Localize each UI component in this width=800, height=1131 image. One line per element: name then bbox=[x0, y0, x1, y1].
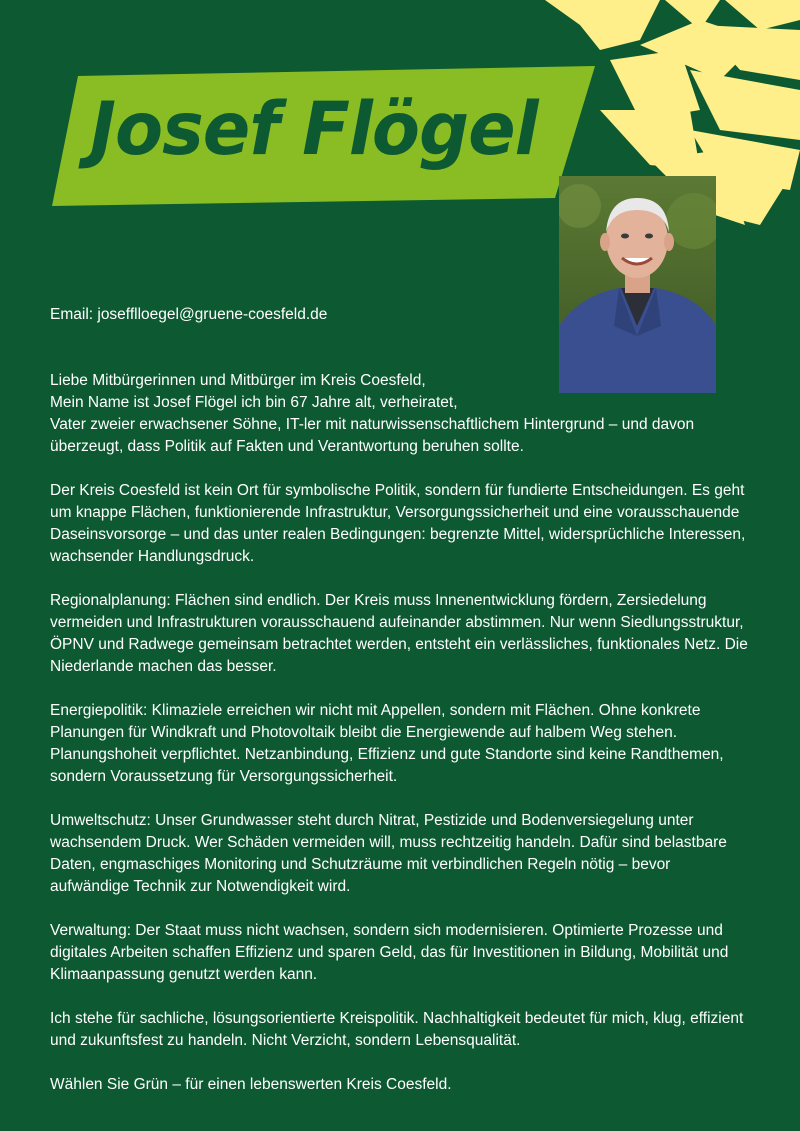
intro-block bbox=[50, 370, 750, 1118]
paragraph-umweltschutz: Umweltschutz: Unser Grundwasser steht durch Nitrat, Pestizide und Bodenversiegelung unter wachsendem Druck. Wer Schäden vermeiden will, muss rechtzeitig handeln. Dafür sind belastbare Daten, engmaschiges Monitoring und Schutzräume mit verbindlichen Regeln nötig – bevor aufwändige Technik zur Notwendigkeit wird. bbox=[50, 812, 727, 895]
candidate-name: Josef Flögel bbox=[90, 85, 538, 173]
intro-line: Vater zweier erwachsener Söhne, IT-ler mit naturwissenschaftlichem Hintergrund – und davon bbox=[50, 416, 695, 433]
body-paragraphs bbox=[50, 480, 750, 1096]
paragraph-energiepolitik: Energiepolitik: Klimaziele erreichen wir nicht mit Appellen, sondern mit Flächen. Ohne konkrete Planungen für Windkraft und Photovoltaik bleibt die Energiewende auf halbem Weg stehen. Planungshoheit verpflichtet. Netzanbindung, Effizienz und gute Standorte sind keine Randthemen, sondern Voraussetzung für Versorgungssicherheit. bbox=[50, 702, 724, 785]
intro-line: Mein Name ist Josef Flögel ich bin 67 Jahre alt, verheiratet, bbox=[50, 394, 458, 411]
paragraph-haltung: Ich stehe für sachliche, lösungsorientierte Kreispolitik. Nachhaltigkeit bedeutet für mich, klug, effizient und zukunftsfest zu handeln. Nicht Verzicht, sondern Lebensqualität. bbox=[50, 1010, 744, 1049]
paragraph-kreis: Der Kreis Coesfeld ist kein Ort für symbolische Politik, sondern für fundierte Entscheidungen. Es geht um knappe Flächen, funktionierende Infrastruktur, Versorgungssicherheit und eine vorausschauende Daseinsvorsorge – und das unter realen Bedingungen: begrenzte Mittel, widersprüchliche Interessen, wachsender Handlungsdruck. bbox=[50, 482, 746, 565]
email-line[interactable]: Email: josefflloegel@gruene-coesfeld.de bbox=[50, 306, 328, 323]
portrait-photo bbox=[559, 176, 716, 393]
greeting-line: Liebe Mitbürgerinnen und Mitbürger im Kreis Coesfeld, bbox=[50, 372, 426, 389]
paragraph-regionalplanung: Regionalplanung: Flächen sind endlich. Der Kreis muss Innenentwicklung fördern, Zersiedelung vermeiden und Infrastrukturen vorausschauend aufeinander abstimmen. Nur wenn Siedlungsstruktur, ÖPNV und Radwege gemeinsam betrachtet werden, entsteht ein verlässliches, funktionales Netz. Die Niederlande machen das besser. bbox=[50, 592, 748, 675]
paragraph-closing: Wählen Sie Grün – für einen lebenswerten Kreis Coesfeld. bbox=[50, 1076, 452, 1093]
intro-line: überzeugt, dass Politik auf Fakten und Verantwortung beruhen sollte. bbox=[50, 438, 524, 455]
paragraph-verwaltung: Verwaltung: Der Staat muss nicht wachsen, sondern sich modernisieren. Optimierte Prozesse und digitales Arbeiten schaffen Effizienz und sparen Geld, das für Investitionen in Bildung, Mobilität und Klimaanpassung genutzt werden kann. bbox=[50, 922, 729, 983]
portrait-illustration bbox=[559, 176, 716, 393]
